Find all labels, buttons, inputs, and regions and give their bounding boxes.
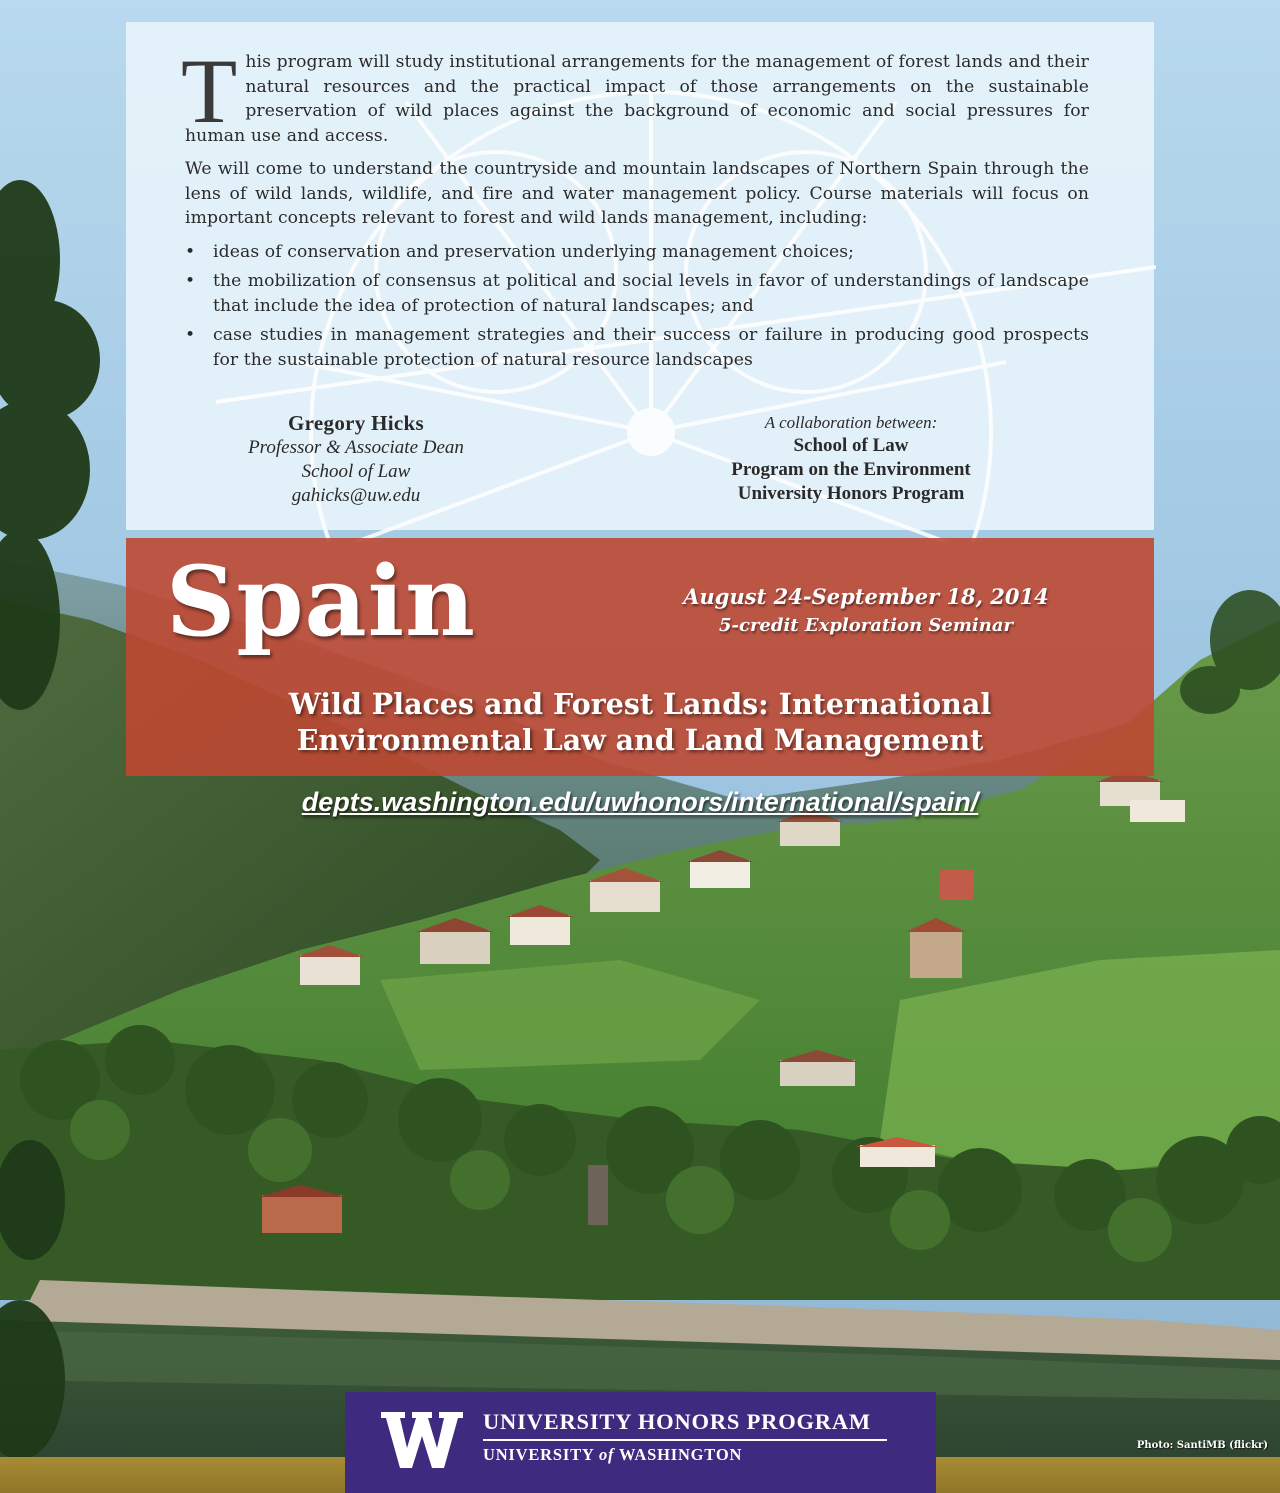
faculty-email[interactable]: gahicks@uw.edu: [291, 485, 421, 506]
of-word: of: [598, 1445, 615, 1464]
university-name: [483, 1443, 742, 1467]
landscape-paragraph: We will come to understand the countryside and mountain landscapes of Northern Spain through the lens of wild lands, wildlife, and fire and water management policy. Course materials will focus on important concepts relevant to forest and wild lands management, including:: [185, 159, 1089, 228]
photo-credit: Photo: SantiMB (flickr): [1136, 1440, 1268, 1451]
collaborator-org: School of Law: [793, 435, 909, 456]
topics-list: [185, 240, 1089, 373]
faculty-contact: [186, 410, 526, 508]
collaboration-block: [666, 412, 1036, 506]
collaborator-org: Program on the Environment: [731, 459, 971, 480]
collaborator-org: University Honors Program: [737, 483, 965, 504]
seminar-credits: 5-credit Exploration Seminar: [718, 615, 1013, 636]
topic-item: • the mobilization of consensus at political and social levels in favor of understandings of landscape that include the idea of protection of natural landscapes; and: [185, 269, 1089, 318]
program-website-link[interactable]: depts.washington.edu/uwhonors/international/spain/: [301, 787, 979, 817]
seminar-info: [626, 582, 1106, 640]
program-description-panel: [126, 22, 1154, 530]
collaboration-intro: A collaboration between:: [764, 413, 938, 432]
course-subtitle-line: Wild Places and Forest Lands: International: [288, 687, 992, 721]
topic-item: • case studies in management strategies and their success or failure in producing good prospects for the sustainable protection of natural resource landscapes: [185, 323, 1089, 372]
washington-word: WASHINGTON: [618, 1445, 743, 1464]
drop-cap: T: [181, 40, 238, 142]
intro-paragraph-text: his program will study institutional arrangements for the management of forest lands and their natural resources and the practical impact of those arrangements on the sustainable preservation of wild places against the background of economic and social pressures for human use and access.: [185, 52, 1089, 146]
honors-program-name: UNIVERSITY HONORS PROGRAM: [483, 1409, 871, 1434]
uw-honors-logo: [345, 1392, 936, 1493]
course-subtitle-line: Environmental Law and Land Management: [296, 723, 984, 757]
title-banner: [126, 538, 1154, 776]
faculty-title: Professor & Associate Dean: [248, 437, 464, 458]
banner-title: Spain: [166, 545, 476, 658]
intro-paragraph: [181, 40, 1089, 148]
course-subtitle: [126, 686, 1154, 758]
university-word: UNIVERSITY: [483, 1445, 594, 1464]
topic-item: • ideas of conservation and preservation underlying management choices;: [185, 240, 1089, 265]
logo-divider: [483, 1439, 887, 1441]
program-description: [181, 40, 1089, 377]
seminar-dates: August 24-September 18, 2014: [683, 584, 1049, 609]
faculty-department: School of Law: [301, 461, 411, 482]
uw-w-logo-icon: [381, 1412, 463, 1468]
faculty-name: Gregory Hicks: [288, 411, 424, 435]
